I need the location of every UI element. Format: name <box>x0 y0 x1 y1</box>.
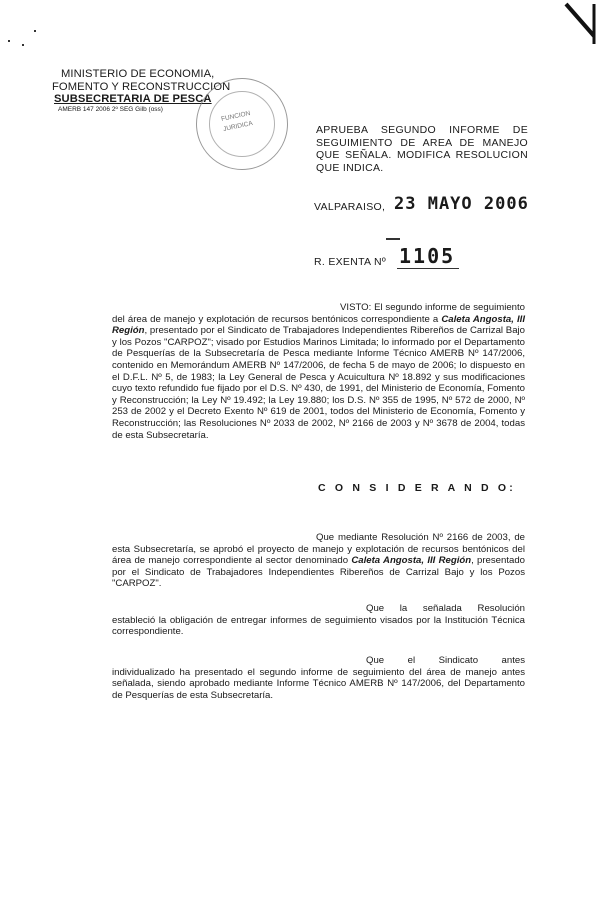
considerando-1-text-a: Que mediante Resolución Nº 2166 de 2003, de esta Subsecretaría, se aprobó el proyecto de manejo y explotación de recursos bentónicos del área de manejo correspondiente al sector denominado <box>112 532 525 567</box>
considerando-paragraph-2 <box>112 603 525 638</box>
number-tick-mark <box>386 238 400 240</box>
ministry-line-2: FOMENTO Y RECONSTRUCCION <box>52 81 231 93</box>
considerando-1-text-b: , presentado por el Sindicato de Trabajadores Independientes Ribereños de Carrizal Bajo y los Pozos "CARPOZ". <box>112 555 526 590</box>
visto-text-1: VISTO: El segundo informe de seguimiento del área de manejo y explotación de recursos bentónicos correspondiente a <box>112 302 525 325</box>
scan-speck <box>34 30 36 32</box>
subsecretaria-line: SUBSECRETARIA DE PESCA <box>54 93 212 105</box>
considerando-heading: C O N S I D E R A N D O: <box>318 482 516 494</box>
scan-speck <box>8 40 10 42</box>
considerando-1-location: Caleta Angosta, III Región <box>351 555 472 567</box>
resolution-number: 1105 <box>397 244 459 269</box>
considerando-2-text: Que la señalada Resolución estableció la obligación de entregar informes de seguimiento visados por la Institución Técnica correspondiente. <box>112 603 525 638</box>
considerando-3-text: Que el Sindicato antes individualizado ha presentado el segundo informe de seguimiento del área de manejo antes señalada, siendo aprobado mediante Informe Técnico AMERB Nº 147/2006, del Departamento de Pesquerías de esta Subsecretaría. <box>112 655 525 701</box>
page-corner-mark <box>560 0 600 44</box>
official-seal-stamp <box>196 78 288 170</box>
visto-text-2: , presentado por el Sindicato de Trabajadores Independientes Ribereños de Carrizal Bajo y los Pozos "CARPOZ"; visado por Estudios Marinos Limitada; lo informado por el Departamento de Pesquerías de la Subsecretaría de Pesca mediante Informe Técnico AMERB Nº 147/2006, contenido en Memorándum AMERB Nº 147/2006, de fecha 5 de mayo de 2006; lo dispuesto en el D.F.L. Nº 5, de 1983; la Ley General de Pesca y Acuicultura Nº 18.892 y sus modificaciones cuyo texto refundido fue fijado por el D.S. Nº 430, de 1991, del Ministerio de Economía, Fomento y Reconstrucción; la Ley Nº 19.492; la Ley 19.880; los D.S. Nº 355 de 1995, Nº 572 de 2000, Nº 253 de 2002 y el Decreto Exento Nº 619 de 2001, todos del Ministerio de Economía, Fomento y Reconstrucción; las Resoluciones Nº 2033 de 2002, Nº 2166 de 2003 y Nº 3678 de 2004, todas de esta Subsecretaría. <box>112 325 525 441</box>
resolution-date: 23 MAYO 2006 <box>394 194 529 214</box>
scan-speck <box>22 44 24 46</box>
seal-text-1: FUNCION <box>220 109 252 124</box>
place-city: VALPARAISO, <box>314 201 386 213</box>
visto-location: Caleta Angosta, III Región <box>112 313 525 337</box>
seal-text-2: JURIDICA <box>222 119 254 134</box>
resolution-subject: APRUEBA SEGUNDO INFORME DE SEGUIMIENTO DE AREA DE MANEJO QUE SEÑALA. MODIFICA RESOLUCION QUE INDICA. <box>316 124 528 174</box>
considerando-paragraph-1 <box>112 532 525 590</box>
considerando-paragraph-3 <box>112 655 525 701</box>
visto-paragraph <box>112 302 525 441</box>
resolution-label: R. EXENTA Nº <box>314 256 387 268</box>
ministry-line-1: MINISTERIO DE ECONOMIA, <box>61 68 215 80</box>
reference-code: AMERB 147 2006 2º SEG Gilb (oss) <box>58 106 163 113</box>
